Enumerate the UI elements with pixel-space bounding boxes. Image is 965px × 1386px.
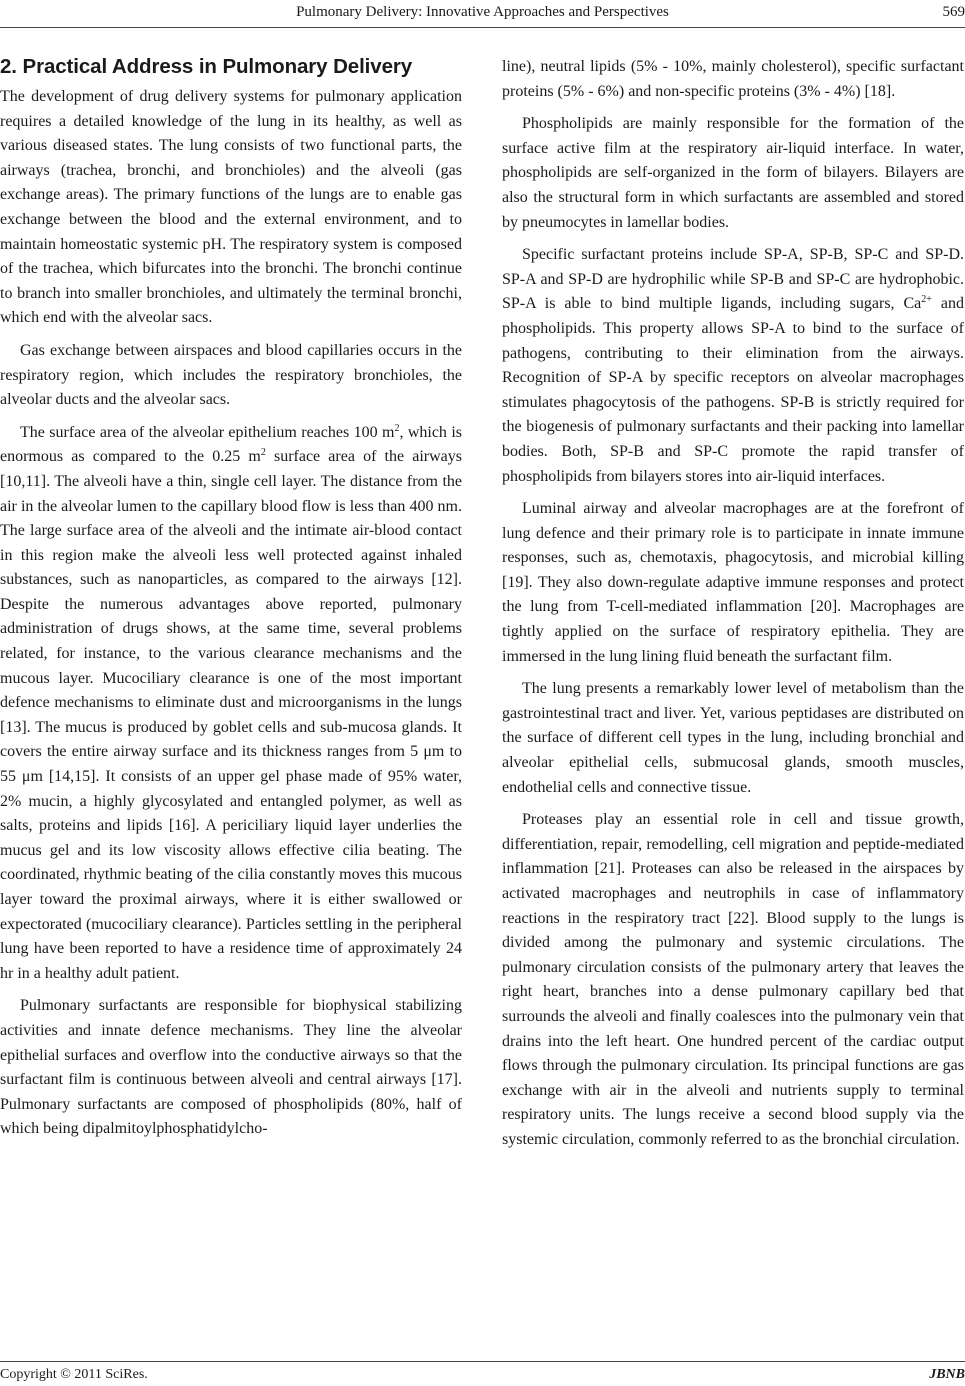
section-heading: 2. Practical Address in Pulmonary Delivery [0,55,413,78]
paragraph-surfactants-continued: line), neutral lipids (5% - 10%, mainly cholesterol), specific surfactant proteins (5% - 6%) and non-specific proteins (3% - 4%) [18]. [502,58,964,100]
paragraph-surfactant-proteins [502,243,964,489]
text-run: and phospholipids. This property allows SP-A to bind to the surface of pathogens, contributing to their elimination from the airways. Recognition of SP-A by specific receptors on alveolar macrophages stimulates phagocytosis of the pathogens. SP-B is strictly required for the biogenesis of pulmonary surfactants and their packing into lamellar bodies. Both, SP-B and SP-C promote the rapid transfer of phospholipids from bilayers stores into air-liquid interfaces. [502,295,964,485]
paragraph-phospholipids: Phospholipids are mainly responsible for the formation of the surface active film at the respiratory air-liquid interface. In water, phospholipids are self-organized in the form of bilayers. Bilayers are also the structural form in which surfactants are assembled and stored by pneumocytes in lamellar bodies. [502,115,964,231]
header-divider [0,27,965,28]
paragraph-macrophages: Luminal airway and alveolar macrophages are at the forefront of lung defence and their primary role is to participate in innate immune responses, such as, chemotaxis, phagocytosis, and microbial killing [19]. They also down-regulate adaptive immune responses and protect the lung from T-cell-mediated inflammation [20]. Macrophages are tightly applied on the surface of respiratory epithelia. They are immersed in the lung lining fluid beneath the surfactant film. [502,500,964,665]
left-column [0,52,462,1150]
copyright-notice: Copyright © 2011 SciRes. [0,1367,148,1382]
paragraph-surface-area [0,421,462,987]
superscript: 2+ [921,294,932,306]
paragraph-metabolism: The lung presents a remarkably lower level of metabolism than the gastrointestinal tract and liver. Yet, various peptidases are distributed on the surface of different cell types in the lung, including bronchial and alveolar epithelial cells, submucosal glands, smooth muscles, endothelial cells and connective tissue. [502,680,964,796]
right-column [502,55,964,1161]
superscript: 2 [260,447,266,459]
superscript: 2 [394,422,400,434]
text-run: surface area of the airways [10,11]. The alveoli have a thin, single cell layer. The distance from the air in the alveolar lumen to the capillary blood flow is less than 400 nm. The large surface area of the alveoli and the intimate air-blood contact in this region make the alveoli less well protected against inhaled substances, such as nanoparticles, as compared to the airways [12]. Despite the numerous advantages above reported, pulmonary administration of drugs shows, at the same time, several problems related, for instance, to the various clearance mechanisms and the mucous layer. Mucociliary clearance is one of the most important defence mechanisms to eliminate dust and microorganisms in the lungs [13]. The mucus is produced by goblet cells and sub-mucosa glands. It covers the entire airway surface and its thickness ranges from 5 μm to 55 μm [14,15]. It consists of an upper gel phase made of 95% water, 2% mucin, a highly glycosylated and entangled polymer, as well as salts, proteins and lipids [16]. A periciliary liquid layer underlies the mucus gel and its low viscosity allows effective cilia beating. The coordinated, rhythmic beating of the cilia constantly moves this mucous layer toward the proximal airways, where it is either swallowed or expectorated (mucociliary clearance). Particles settling in the peripheral lung have been reported to have a residence time of approximately 24 hr in a healthy adult patient. [0,448,463,982]
running-header [0,0,965,28]
page-footer [0,1365,965,1386]
text-run: Specific surfactant proteins include SP-A, SP-B, SP-C and SP-D. SP-A and SP-D are hydrophilic while SP-B and SP-C are hydrophobic. SP-A is able to bind multiple ligands, including sugars, Ca [502,246,964,313]
page-number: 569 [942,4,965,20]
paragraph-lung-anatomy: The development of drug delivery systems for pulmonary application requires a detailed knowledge of the lung in its healthy, as well as various diseased states. The lung consists of two functional parts, the airways (trachea, bronchi, and bronchioles) and the alveoli (gas exchange areas). The primary functions of the lungs are to enable gas exchange between the blood and the external environment, and to maintain homeostatic systemic pH. The respiratory system is composed of the trachea, which bifurcates into the bronchi. The bronchi continue to branch into smaller bronchioles, and ultimately the terminal bronchi, which end with the alveolar sacs. [0,88,462,327]
paragraph-gas-exchange: Gas exchange between airspaces and blood capillaries occurs in the respiratory region, which includes the respiratory bronchioles, the alveolar ducts and the alveolar sacs. [0,341,462,409]
paragraph-proteases: Proteases play an essential role in cell and tissue growth, differentiation, repair, remodelling, cell migration and peptide-mediated inflammation [21]. Proteases can also be released in the airspaces by activated macrophages and neutrophils in case of inflammatory reactions in the respiratory tract [22]. Blood supply to the lungs is divided among the pulmonary and systemic circulations. The pulmonary circulation consists of the pulmonary artery that leaves the right heart, branches into a dense pulmonary capillary bed that surrounds the alveoli and finally coalesces into the pulmonary vein that drains into the left heart. One hundred percent of the cardiac output flows through the pulmonary circulation. Its principal functions are gas exchange with air in the alveoli and nutrients supply to terminal respiratory units. The lungs receive a second blood supply via the systemic circulation, commonly referred to as the bronchial circulation. [502,811,964,1148]
journal-abbreviation: JBNB [929,1367,965,1382]
paragraph-surfactants: Pulmonary surfactants are responsible for biophysical stabilizing activities and innate defence mechanisms. They line the alveolar epithelial surfaces and overflow into the conductive airways so that the surfactant film is continuous between alveoli and central airways [17]. Pulmonary surfactants are composed of phospholipids (80%, half of which being dipalmitoylphosphatidylcho- [0,997,462,1138]
running-title: Pulmonary Delivery: Innovative Approaches and Perspectives [296,4,669,20]
text-run: , which is enormous as compared to the 0.25 m [0,423,462,466]
text-run: The surface area of the alveolar epithelium reaches 100 m [20,423,395,441]
footer-divider [0,1361,965,1362]
